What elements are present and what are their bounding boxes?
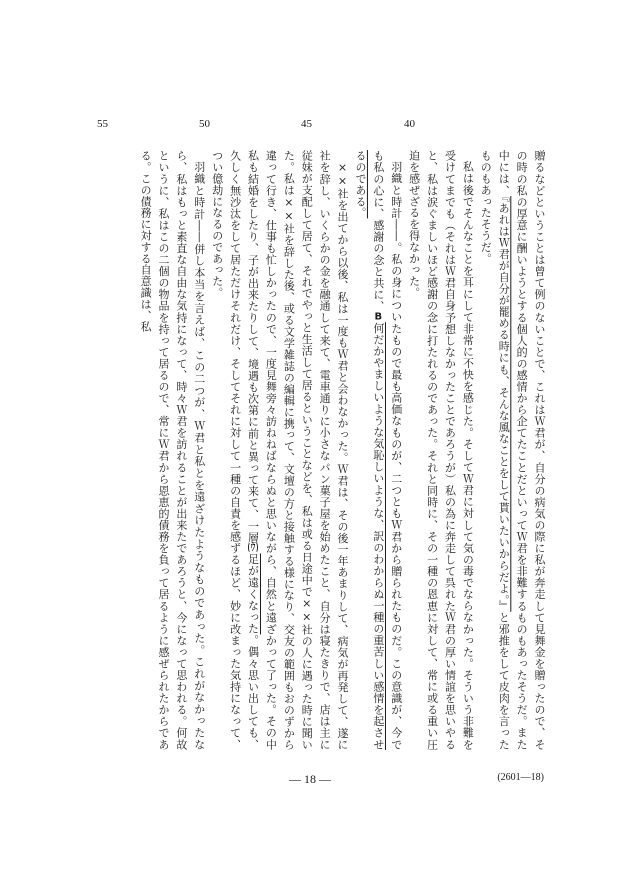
- underlined-passage: 足が遠くなった: [246, 553, 260, 635]
- reference-marker: B: [374, 311, 383, 322]
- text-segment: と邪推をして皮肉を言ったものもあったそうだ。: [479, 150, 511, 750]
- text-segment: 。偶々思い出しても、久しく無沙汰をして居ただけそれだけ、そしてそれに対して一種の自責を感ずるほど、妙に改まった気持になって、つい億劫になるのであった。: [210, 150, 260, 750]
- text-segment: 私は後でそんなことを耳にして非常に不快を感じた。そしてＷ君に対して気の毒でならなかった。そういう非難を受けてまでも（それはＷ君自身予想しなかったことであろうが）私の為に奔走して呉れたＷ君の厚い情誼を思いやると、私は涙ぐましいほど感謝の念に打たれるのであった。それと同時に、その一種の恩恵に対して、常に或る重い圧迫を感ぜざるを得なかった。: [407, 150, 475, 750]
- exam-code: (2601―18): [497, 772, 544, 783]
- page-number: ― 18 ―: [289, 772, 331, 786]
- reference-marker: (ウ): [247, 543, 259, 554]
- paragraph: [476, 150, 548, 750]
- paragraph: [208, 150, 351, 750]
- paragraph: [351, 150, 405, 750]
- paragraph: [136, 150, 208, 750]
- text-segment: ××社を出てから以後、私は一度もＷ君と会わなかった。Ｗ君は、その後一年あまりして、病気が再発して、遂に社を辞し、いくらかの金を融通して来て、電車通りに小さなパン菓子屋を始めたこと、自分は寝たきりで、店は主に従妹が支配して居て、それでやっと生活して居るということなどを、私は或る日途中で××社の人に遇った時に聞いた。私は××社を辞した後、或る文学雑誌の編輯に携って、文壇の方と接触する様になり、交友の範囲もおのずから違って行き、仕事も忙しかったので、一度見舞旁々訪ねねばならぬと思いながら、自然と遠ざかって了った。その中私も結婚をしたり、子が出来たりして、境遇も次第に前と異って来て、一層: [246, 150, 350, 750]
- text-segment: 贈るなどということは曾て例のないことで、これはＷ君が、自分の病気の際に私が奔走して見舞金を贈ったので、その時の私の厚意に酬いようとする個人的の感情から企てたことだといってＷ君を非難するものもあったそうだ。また中には、: [497, 150, 546, 750]
- paragraph: [405, 150, 477, 750]
- line-number: 45: [301, 118, 312, 130]
- text-segment: 羽織と時計――併し本当を言えば、この二つが、Ｗ君と私とを遠ざけたようなものであった。これがなかったなら、私はもっと素直な自由な気持になって、時々Ｗ君を訪れることが出来たであろうと、今になって思われる。何故というに、私はこの二個の物品を持って居るので、常にＷ君から恩恵的債務を負って居るように感ぜられたからである。この債務に対する自意識は、私: [139, 150, 206, 750]
- line-number: 40: [404, 118, 415, 130]
- text-segment: 羽織と時計――。私の身についたもので最も高価なものが、二つともＷ君から贈られたものだ。この意識が、今でも私の心に、感謝の念と共に、: [371, 150, 403, 750]
- line-number-row: [0, 118, 620, 138]
- underlined-passage: 『あれはＷ君が自分が罷める時にも、そんな風なことをして貰いたいからだよ。』: [497, 196, 511, 612]
- passage-text: [136, 150, 548, 750]
- line-number: 50: [199, 118, 210, 130]
- underlined-passage: 何だかやましいような気恥しいような、訳のわからぬ一種の重苦しい感情を起させるのである。: [353, 150, 385, 750]
- line-number: 55: [97, 118, 108, 130]
